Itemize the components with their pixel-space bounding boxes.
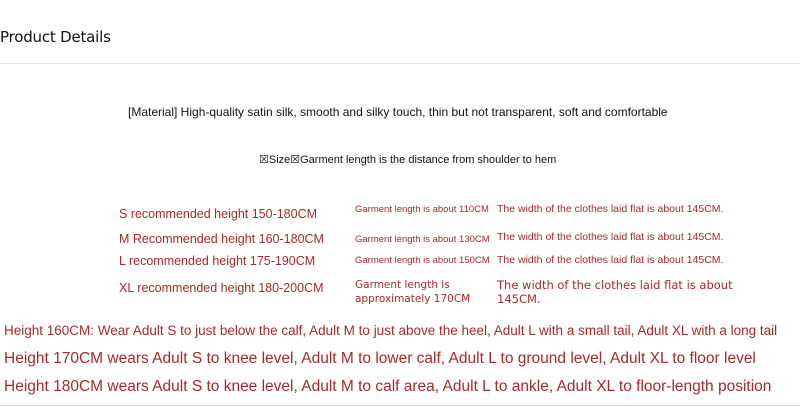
size-xl-label: XL recommended height 180-200CM [119, 281, 324, 295]
bottom-divider [0, 405, 800, 406]
size-xl-garment: Garment length is approximately 170CM [355, 279, 471, 305]
height-note-170: Height 170CM wears Adult S to knee level, Adult M to lower calf, Adult L to ground level, Adult XL to floor level [4, 350, 756, 367]
size-l-label: L recommended height 175-190CM [119, 254, 316, 268]
size-note: ☒Size☒Garment length is the distance from shoulder to hem [259, 154, 557, 166]
size-xl-width: The width of the clothes laid flat is about 145CM. [497, 278, 733, 306]
size-m-garment: Garment length is about 130CM [355, 234, 490, 245]
size-s-garment: Garment length is about 110CM [355, 204, 489, 215]
page-title: Product Details [0, 28, 111, 46]
size-m-label: M Recommended height 160-180CM [119, 232, 324, 246]
height-note-160: Height 160CM: Wear Adult S to just below the calf, Adult M to just above the heel, Adult L with a small tail, Adult XL with a long tail [4, 323, 778, 338]
size-s-label: S recommended height 150-180CM [119, 207, 318, 221]
size-l-width: The width of the clothes laid flat is about 145CM. [497, 254, 724, 266]
size-m-width: The width of the clothes laid flat is about 145CM. [497, 231, 724, 243]
size-l-garment: Garment length is about 150CM [355, 255, 490, 266]
title-divider [0, 63, 800, 64]
height-note-180: Height 180CM wears Adult S to knee level, Adult M to calf area, Adult L to ankle, Adult XL to floor-length position [4, 378, 772, 395]
size-s-width: The width of the clothes laid flat is about 145CM. [497, 203, 724, 215]
material-description: [Material] High-quality satin silk, smooth and silky touch, thin but not transparent, soft and comfortable [128, 105, 668, 119]
